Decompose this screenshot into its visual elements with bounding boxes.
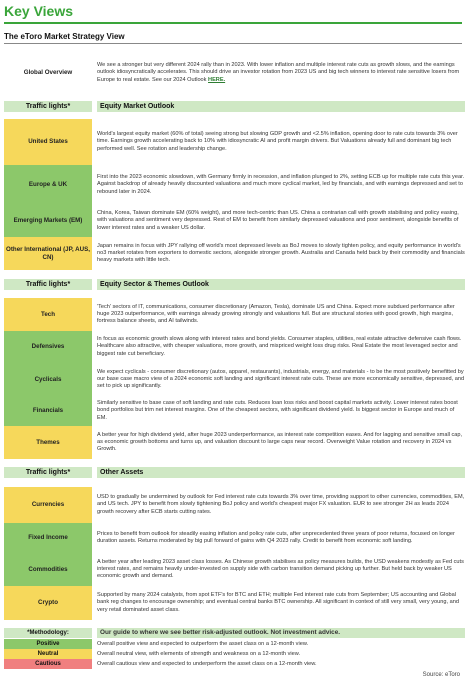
row-label: Commodities [4,553,92,586]
legend-neutral [4,649,466,659]
other-assets-header [4,467,462,478]
legend-cautious-text: Overall cautious view and expected to underperform the asset class on a 12-month view. [97,661,317,667]
row-text-body: Japan remains in focus with JPY rallying off world's most depressed levels as BoJ moves to slowly tighten policy, and equity performance in world's no3 market rotates from exporters to domestic sectors, alongside stronger growth. Australia and Canada held back by their commodity and financials heavy markets with little tech. [97,242,465,264]
section-title: Other Assets [97,467,465,478]
source-note: Source: eToro [422,672,460,678]
methodology-header [4,628,466,638]
outlook-link[interactable]: HERE. [208,76,226,83]
row-text-body: In focus as economic growth slows along with interest rates and bond yields. Consumer staples, utilities, real estate attractive defensive cash flows. Healthcare also attractive, with cheaper valuations, more growth, and mispriced weight loss drug risks. Real Estate the most leveraged sector and biggest rate cut beneficiary. [97,336,462,357]
row-themes [4,426,466,459]
row-defensives [4,331,466,363]
overview-row [4,55,466,91]
row-text [97,363,465,396]
row-label: Themes [4,426,92,459]
row-label: United States [4,119,92,165]
row-text [97,553,465,586]
row-label: Crypto [4,586,92,620]
row-crypto [4,586,466,620]
row-label: Emerging Markets (EM) [4,205,92,237]
row-commodities [4,553,466,586]
page-subtitle: The eToro Market Strategy View [4,32,462,44]
row-financials [4,396,466,426]
row-label: Financials [4,396,92,426]
row-text-body: Supported by many 2024 catalysts, from spot ETF's for BTC and ETH; multiple Fed interest rate cuts from September; US accounting and Global bank reg changes to encourage ownership; and eventual central banks BTC ownership. All significant in context of still very small, very young, and very retail dominated asset class. [97,592,459,613]
row-label: Europe & UK [4,165,92,205]
row-label: Defensives [4,331,92,363]
equity-market-header [4,101,462,112]
row-text [97,523,465,553]
legend-neutral-text: Overall neutral view, with elements of strength and weakness on a 12-month view. [97,651,301,657]
row-tech [4,298,466,331]
title-underline [4,22,462,24]
row-text-body: Similarly sensitive to base case of soft landing and rate cuts. Reduces loan loss risks and boost capital markets activity. Lower interest rates boost bond portfolios but trim net interest margins. One of the cheapest sectors, with significant dividend yield. Is biggest sector in Europe and much of EM. [97,400,458,421]
row-text [97,165,465,205]
section-title: Equity Market Outlook [97,101,465,112]
row-text [97,205,465,237]
row-text-body: USD to gradually be undermined by outlook for Fed interest rate cuts towards 3% over time, providing support to other currencies, commodities, EM, and US tech. JPY to benefit from slowly tightening BoJ policy and world's cheapest major FX valuation. EUR to see stronger 2H as leads 2024 growth recovery after ECB starts cutting rates. [97,494,465,515]
row-text-body: 'Tech' sectors of IT, communications, consumer discretionary (Amazon, Tesla), dominate US and China. Expect more subdued performance after huge 2023 outperformance, with earnings already growing strongly and valuations full. But are structural stories with good growth, high margins, fortress balance sheets, and AI tailwinds. [97,303,455,325]
legend-positive-label: Positive [4,639,92,649]
row-text-body: A better year after leading 2023 asset class losses. As Chinese growth stabilises as policy measures builds, the USD weakens modestly as Fed cuts interest rates, and remains heavily under-invested on supply side with carbon transition demand picking up further. But held back by weaker US economic growth and demand. [97,558,464,580]
row-label: Currencies [4,487,92,523]
row-cyclicals [4,363,466,396]
legend-cautious [4,659,466,669]
legend-positive [4,639,466,649]
row-text [97,237,465,270]
overview-label: Global Overview [23,69,73,77]
row-text-body: China, Korea, Taiwan dominate EM (60% weight), and more tech-centric than US. China a contrarian call with growth stabilising and policy easing, with valuations and sentiment very depressed. Rest of EM to benefit from similarly depressed valuations and poor sentiment, alongside benefits of lower interest rates and a weaker US dollar. [97,210,459,231]
row-label: Tech [4,298,92,331]
row-other-international [4,237,466,270]
traffic-lights-label: Traffic lights* [4,279,92,290]
legend-neutral-label: Neutral [4,649,92,659]
row-currencies [4,487,466,523]
overview-body: We see a stronger but very different 2024 rally than in 2023. With lower inflation and multiple interest rate cuts as growth slows, and the earnings outlook idiosyncratically accelerates. This should drive an investor rotation from 2023 US and big tech winners to interest rate sensitive losers from Europe to real estate. See our 2024 Outlook [97,62,460,83]
row-text [97,487,465,523]
traffic-lights-label: Traffic lights* [4,467,92,478]
methodology-label: *Methodology: [4,628,92,638]
row-text-body: Prices to benefit from outlook for steadily easing inflation and policy rate cuts, after unprecedented three years of poor returns, focused on longer duration assets. Returns moderated by big pull forward of gains with Q4 2023 rally. Credit to benefit from economic soft landing. [97,530,455,544]
row-text-body: A better year for high dividend yield, after huge 2023 underperformance, as interest rate competition eases. And for lagging and sensitive small cap, as economic growth bottoms and turns up, and valuation discount to large caps near record. Overweight Value rotation and recovery in 2024 vs Growth. [97,431,463,453]
legend-cautious-label: Cautious [4,659,92,669]
section-title: Equity Sector & Themes Outlook [97,279,465,290]
overview-text [97,55,465,91]
row-text [97,586,465,620]
legend-positive-text: Overall positive view and expected to outperform the asset class on a 12-month view. [97,641,309,647]
methodology-title: Our guide to where we see better risk-adjusted outlook. Not investment advice. [97,628,465,638]
row-emerging-markets [4,205,466,237]
row-text [97,298,465,331]
row-text [97,331,465,363]
row-text [97,426,465,459]
row-united-states [4,119,466,165]
equity-sector-header [4,279,462,290]
row-text-body: World's largest equity market (60% of total) seeing strong but slowing GDP growth and <2.5% inflation, opening door to rate cuts towards 3% over time. Earnings growth accelerating back to 10% with idiosyncratic AI and profit margin drivers. But Valuations already full and dominant big tech performed well. See rotation and leadership change. [97,131,458,152]
row-label: Fixed Income [4,523,92,553]
row-text-body: First into the 2023 economic slowdown, with Germany firmly in recession, and inflation plunged to 2%, setting ECB up for multiple rate cuts this year. Against backdrop of already heavily discounted valuations and much more cyclical market, led by financials, and with earnings depressed and set to rebound later in 2024. [97,174,465,195]
row-text [97,119,465,165]
row-text-body: We expect cyclicals - consumer discretionary (autos, apparel, restaurants), industrials, energy, and materials - to be the most positively benefitted by our base case macro view of a 2024 economic soft landing and significant interest rate cuts. These are more economically sensitive, depressed, and set to pick up significantly. [97,368,465,390]
traffic-lights-label: Traffic lights* [4,101,92,112]
row-europe-uk [4,165,466,205]
row-fixed-income [4,523,466,553]
row-label: Cyclicals [4,363,92,396]
row-text [97,396,465,426]
page-title: Key Views [4,3,74,19]
row-label: Other International (JP, AUS, CN) [4,237,92,270]
